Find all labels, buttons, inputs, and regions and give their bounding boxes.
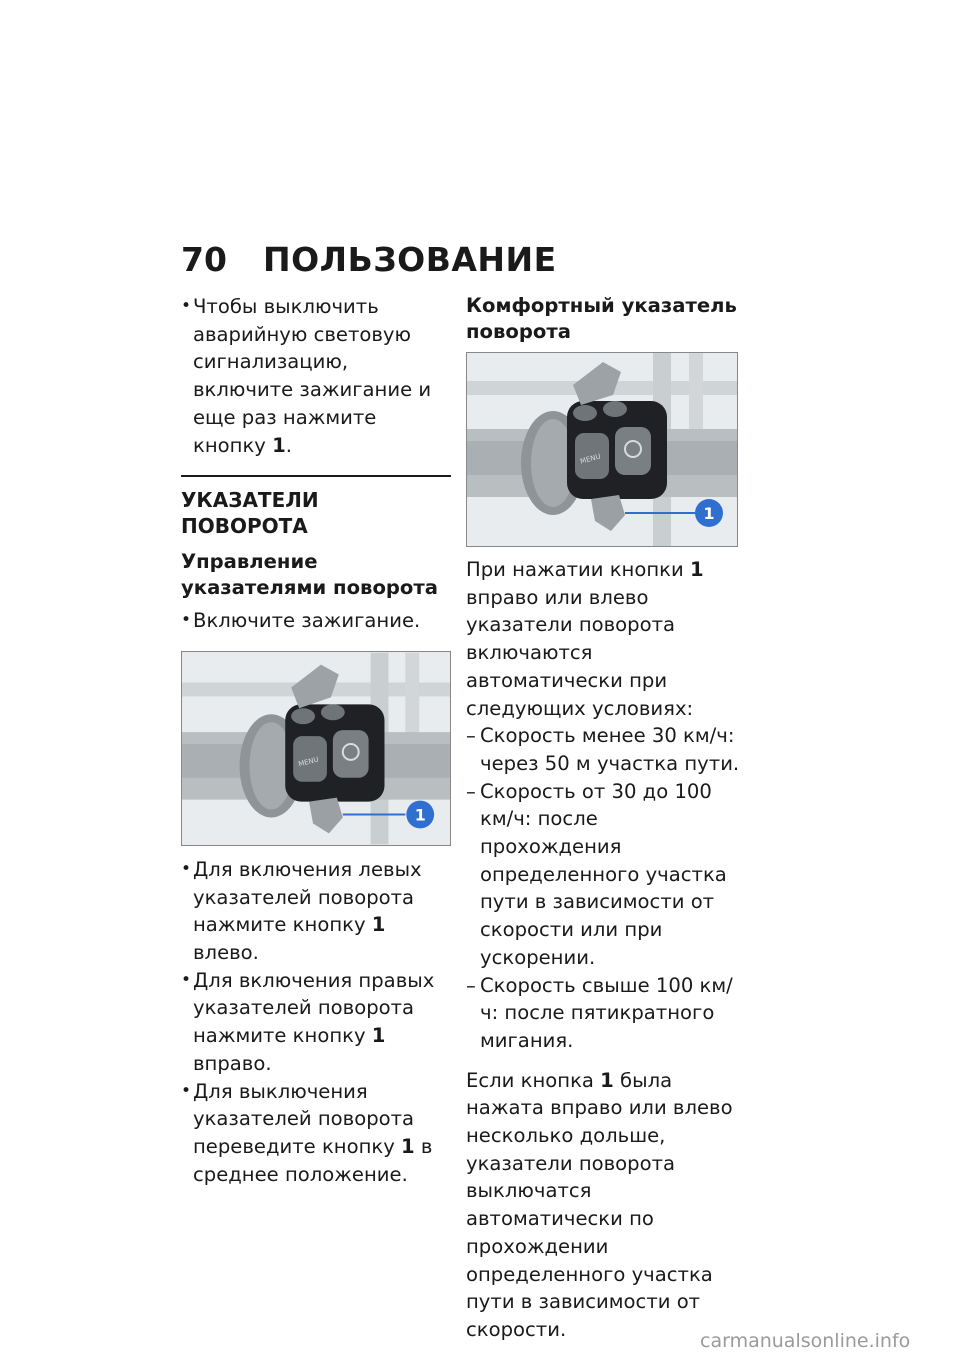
handlebar-switch-figure [466, 352, 738, 547]
key-reference: 1 [371, 1024, 386, 1048]
list-item: • Включите зажигание. [181, 607, 451, 635]
key-reference: 1 [600, 1068, 614, 1092]
turn-signal-list [181, 856, 451, 1188]
list-item: • Для выключения указателей поворота переведите кнопку 1 в среднее положение. [181, 1078, 451, 1189]
key-reference: 1 [272, 433, 286, 457]
subsection-title: Комфортный указатель поворота [466, 294, 737, 343]
handlebar-switch-figure [181, 651, 451, 846]
auto-off-paragraph: Если кнопка 1 была нажата вправо или влево несколько дольше, указатели поворота выключатся автоматически по прохождении определенного участка пути в зависимости от скорости. [466, 1068, 733, 1341]
page-header [181, 240, 557, 284]
watermark: carmanualsonline.info [700, 1330, 911, 1352]
list-item: • Для включения правых указателей поворота нажмите кнопку 1 вправо. [181, 967, 451, 1078]
ignition-list [181, 607, 451, 635]
conditions-intro: При нажатии кнопки 1 вправо или влево указатели поворота включаются автоматически при следующих условиях: [466, 558, 704, 720]
chapter-title: ПОЛЬЗОВАНИЕ [263, 240, 557, 279]
menu-button-label: MENU [297, 755, 320, 769]
intro-list [181, 293, 451, 459]
conditions-list [466, 722, 741, 1054]
switch-illustration [182, 652, 450, 845]
section-title: УКАЗАТЕЛИ ПОВОРОТА [181, 475, 451, 539]
subsection-title: Управление указателями поворота [181, 550, 438, 600]
list-item: – Скорость свыше 100 км/ч: после пятикратного мигания. [466, 972, 741, 1055]
list-item: – Скорость менее 30 км/ч: через 50 м участка пути. [466, 722, 741, 777]
right-column [466, 293, 741, 1344]
key-reference: 1 [689, 558, 704, 581]
list-item: • Чтобы выключить аварийную световую сигнализацию, включите зажигание и еще раз нажмите кнопку 1. [181, 293, 451, 459]
key-reference: 1 [371, 913, 386, 937]
callout-label: 1 [703, 504, 715, 523]
list-item: – Скорость от 30 до 100 км/ч: после прохождения определенного участка пути в зависимости от скорости или при ускорении. [466, 778, 741, 972]
switch-illustration [467, 353, 737, 546]
menu-button-label: MENU [579, 452, 602, 466]
page-number: 70 [181, 240, 227, 279]
callout-label: 1 [414, 805, 426, 825]
key-reference: 1 [401, 1134, 415, 1158]
left-column [181, 293, 451, 1188]
list-item: • Для включения левых указателей поворота нажмите кнопку 1 влево. [181, 856, 451, 967]
